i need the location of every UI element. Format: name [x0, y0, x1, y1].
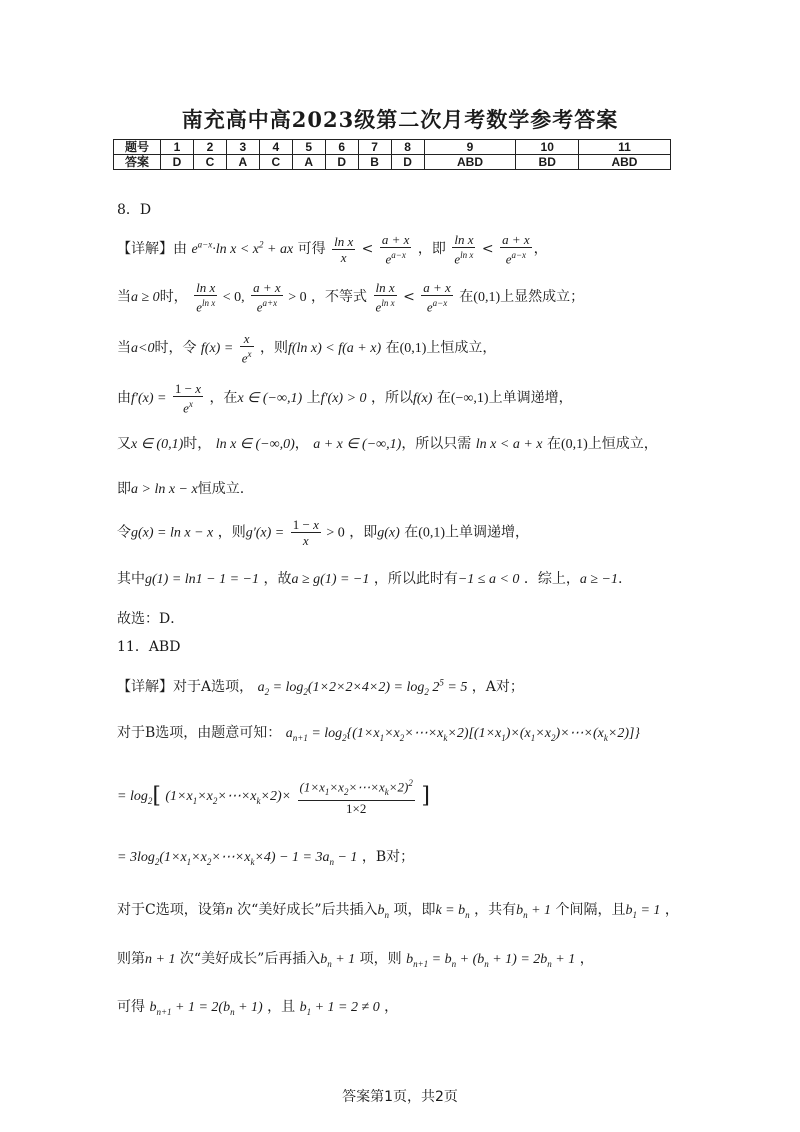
- question-number: 1: [161, 140, 194, 155]
- question-number: 10: [516, 140, 578, 155]
- fraction: $\frac{a + x}{e^{a-x}}$: [502, 232, 530, 267]
- question-number: 3: [226, 140, 259, 155]
- q8-line-6: 即a > ln x − x恒成立.: [117, 481, 245, 497]
- question-number: 11: [578, 140, 670, 155]
- answer-cell: A: [226, 155, 259, 170]
- row-label-question-number: 题号: [114, 140, 161, 155]
- q8-conclusion: 故选：D．: [117, 611, 185, 627]
- q11-option-b-3: = $3\log_2(1\times x_1\times x_2\times\cdots\times x_k\times 4) - 1 = 3a_n - 1$ ，B对；: [117, 849, 415, 867]
- answer-table: [113, 139, 671, 170]
- question-number: 2: [193, 140, 226, 155]
- q11-option-c-1: 对于C选项，设第n 次“美好成长”后共插入$b_n$ 项，即$k = b_n$ ，共有$b_n + 1$ 个间隔，且$b_1 = 1$ ，: [117, 902, 679, 920]
- fraction: $\frac{a + x}{e^{a-x}}$: [381, 232, 410, 267]
- answer-table-answer-row: [114, 155, 671, 170]
- answer-cell: A: [292, 155, 325, 170]
- fraction: $\frac{\text{ln x}}{e^{ln x}}$: [454, 232, 474, 267]
- q8-line-2: 当a ≥ 0时， $\frac{\text{ln x}}{e^{ln x}}$ < 0, $\frac{a + x}{e^{a+x}}$ > 0 ，不等式 $\frac{\text{ln x}}{e^{ln x}}$ < $\frac{a + x}{e^{a-x}}$ 在(0,1)上显然成立；: [117, 280, 585, 315]
- fraction: $\frac{\text{ln x}}{x}$: [334, 233, 354, 265]
- q11-option-b-1: 对于B选项，由题意可知： $a_{n+1}$ = $\log_2\{(1\times x_1\times x_2\times\cdots\times x_k\times 2)[(1\times x_1)\times(x_1\times x_2)\times\cdots\times(x_k\times 2)]\}$: [117, 725, 641, 743]
- answer-cell: D: [161, 155, 194, 170]
- question-number: 8: [391, 140, 424, 155]
- answer-cell: D: [391, 155, 424, 170]
- q11-heading: 11．ABD: [117, 639, 181, 655]
- answer-cell: B: [358, 155, 391, 170]
- answer-cell: C: [193, 155, 226, 170]
- q8-line-8: 其中g(1) = ln1 − 1 = −1 ，故a ≥ g(1) = −1 ，所以此时有−1 ≤ a < 0 ．综上，a ≥ −1.: [117, 571, 623, 587]
- question-number: 7: [358, 140, 391, 155]
- formula: $e^{a-x}\cdot\ln$ $x < x^2$ + ax: [191, 239, 294, 258]
- answer-cell: C: [259, 155, 292, 170]
- answer-table-number-row: [114, 140, 671, 155]
- answer-cell: ABD: [578, 155, 670, 170]
- q8-line-1: 【详解】由 $e^{a-x}\cdot\ln$ $x < x^2$ + ax 可得 $\frac{\text{ln x}}{x}$ < $\frac{a + x}{e^{a-x}}$ ，即 $\frac{\text{ln x}}{e^{ln x}}$ < $\frac{a + x}{e^{a-x}}$ ，: [117, 232, 548, 267]
- answer-cell: ABD: [424, 155, 516, 170]
- q11-option-a: 【详解】对于A选项， $a_2 = \log_2(1\times 2\times 2\times 4\times 2) = \log_2 2^5 = 5$ ，A对；: [117, 677, 524, 697]
- question-number: 6: [325, 140, 358, 155]
- q11-option-b-2: = $\log_2$[ $(1\times x_1\times x_2\times\cdots\times x_k\times 2)\times$ $\frac{(1\times x_1\times x_2\times\cdots\times x_k\times 2)^2}{1\times 2}$ ]: [117, 778, 430, 816]
- q8-line-3: 当a<0时，令 f(x) = $\frac{x}{e^x}$ ，则f(ln x) < f(a + x) 在(0,1)上恒成立，: [117, 331, 497, 366]
- question-number: 4: [259, 140, 292, 155]
- question-number: 9: [424, 140, 516, 155]
- question-number: 5: [292, 140, 325, 155]
- answer-cell: BD: [516, 155, 578, 170]
- q11-option-c-2: 则第n + 1 次“美好成长”后再插入$b_n + 1$ 项，则 $b_{n+1} = b_n + (b_n + 1) = 2b_n + 1$ ，: [117, 951, 594, 969]
- q8-line-5: 又x ∈ (0,1)时， ln x ∈ (−∞,0)， a + x ∈ (−∞,1)，所以只需 ln x < a + x 在(0,1)上恒成立，: [117, 436, 658, 452]
- q8-line-7: 令g(x) = ln x − x ，则g′(x) = $\frac{1 - x}{x}$ > 0 ，即g(x) 在(0,1)上单调递增，: [117, 517, 530, 548]
- q8-heading: 8．D: [117, 202, 152, 218]
- page-title: 南充高中高2023级第二次月考数学参考答案: [181, 107, 619, 132]
- q11-option-c-3: 可得 $b_{n+1} + 1 = 2(b_n + 1)$ ，且 $b_1 + 1 = 2 \ne 0$ ，: [117, 999, 399, 1017]
- page-footer: 答案第1页，共2页: [342, 1089, 458, 1105]
- q8-line-4: 由f′(x) = $\frac{1 - x}{e^x}$ ，在x ∈ (−∞,1) 上f′(x) > 0 ，所以f(x) 在(−∞,1)上单调递增，: [117, 381, 573, 416]
- answer-cell: D: [325, 155, 358, 170]
- row-label-answer: 答案: [114, 155, 161, 170]
